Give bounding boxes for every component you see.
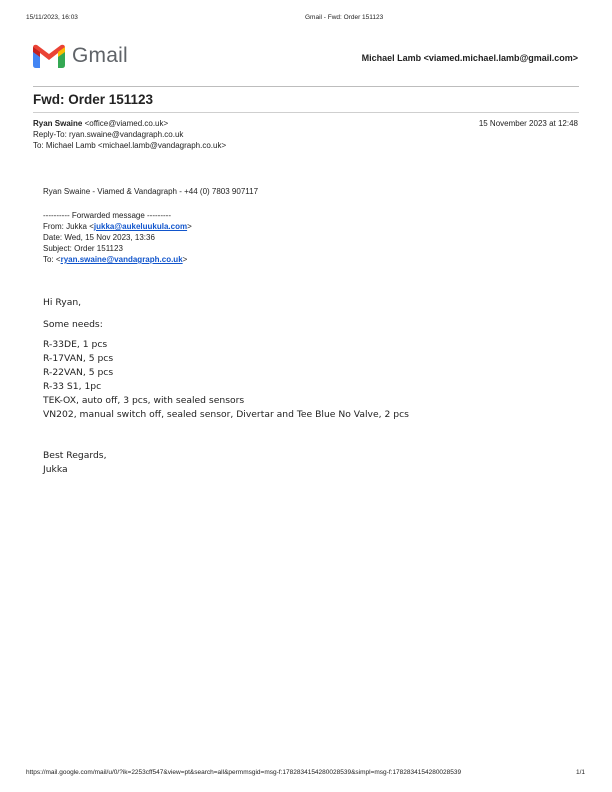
to-line: To: Michael Lamb <michael.lamb@vandagraph.co.uk> [33,141,227,150]
forwarded-separator: ---------- Forwarded message --------- [43,211,171,220]
forwarded-to [43,255,187,264]
signature-line: Ryan Swaine - Viamed & Vandagraph - +44 (0) 7803 907117 [43,187,259,196]
body-closing-name: Jukka [43,464,68,475]
forwarded-from-prefix: From: Jukka < [43,222,94,231]
forwarded-from [43,222,192,231]
order-item: R-33 S1, 1pc [43,381,102,392]
order-item: TEK-OX, auto off, 3 pcs, with sealed sensors [43,395,245,406]
print-datetime: 15/11/2023, 16:03 [26,14,78,21]
order-item: R-22VAN, 5 pcs [43,367,114,378]
reply-to-line: Reply-To: ryan.swaine@vandagraph.co.uk [33,130,184,139]
body-intro: Some needs: [43,319,103,330]
forwarded-from-email-link[interactable]: jukka@aukeluukula.com [93,222,188,231]
forwarded-subject: Subject: Order 151123 [43,244,123,253]
gmail-wordmark: Gmail [72,44,128,67]
forwarded-to-email-link[interactable]: ryan.swaine@vandagraph.co.uk [60,255,183,264]
subject-divider [33,112,579,113]
print-url: https://mail.google.com/mail/u/0/?ik=2253cff547&view=pt&search=all&permmsgid=msg-f:1782834154280028539&simpl=msg-f:1782834154280028539 [26,769,462,776]
sender-name: Ryan Swaine [33,119,83,128]
sender-line [33,119,168,128]
order-item: VN202, manual switch off, sealed sensor, Divertar and Tee Blue No Valve, 2 pcs [43,409,409,420]
print-page-title: Gmail - Fwd: Order 151123 [305,14,384,21]
print-page-number: 1/1 [576,769,586,776]
order-item: R-17VAN, 5 pcs [43,353,114,364]
message-date: 15 November 2023 at 12:48 [478,119,578,128]
gmail-logo-icon [33,44,65,68]
forwarded-from-suffix: > [187,222,192,231]
forwarded-to-prefix: To: < [43,255,61,264]
header-divider [33,86,579,87]
body-greeting: Hi Ryan, [43,297,82,308]
order-item: R-33DE, 1 pcs [43,339,108,350]
forwarded-to-suffix: > [182,255,188,264]
forwarded-date: Date: Wed, 15 Nov 2023, 13:36 [43,233,155,242]
body-closing: Best Regards, [43,450,107,461]
sender-email: <office@viamed.co.uk> [84,119,169,128]
account-owner: Michael Lamb <viamed.michael.lamb@gmail.com> [361,53,578,63]
message-subject: Fwd: Order 151123 [33,92,154,107]
